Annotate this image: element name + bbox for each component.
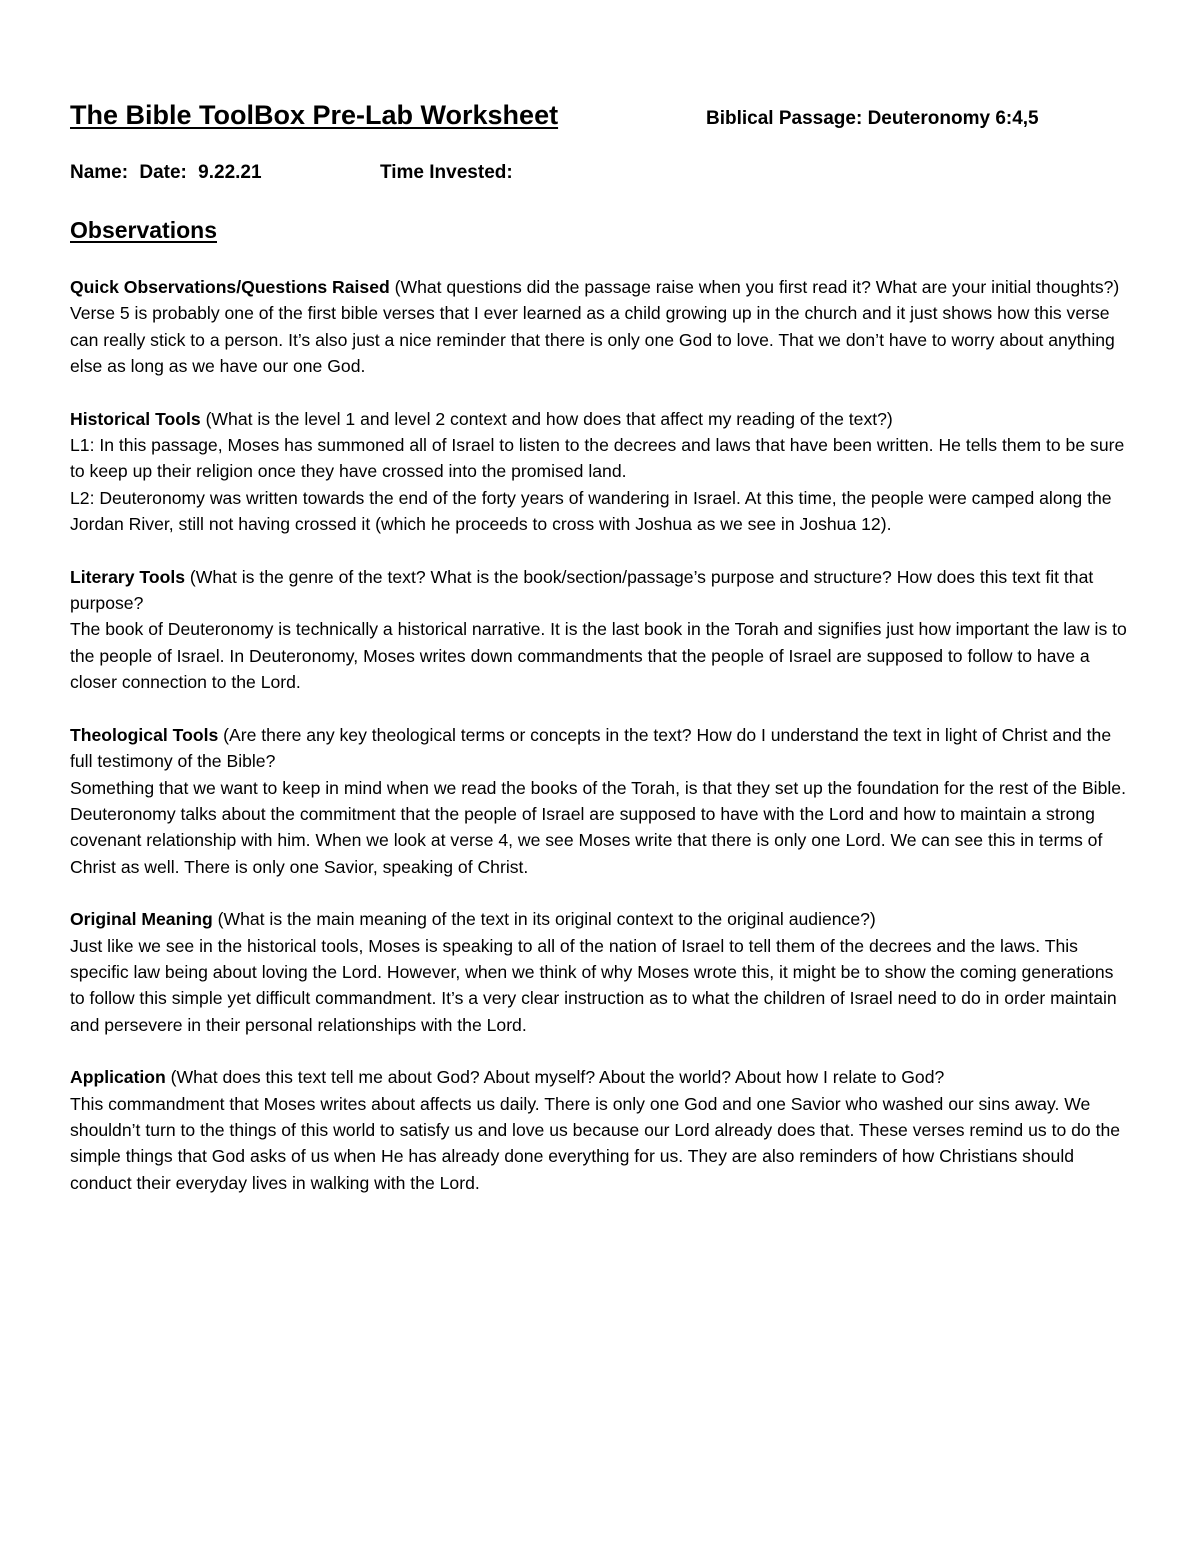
section-prompt: (What is the genre of the text? What is the book/section/passage’s purpose and structure? How does this text fit that purpose?: [70, 566, 1094, 614]
section-answer: Verse 5 is probably one of the first bible verses that I ever learned as a child growing up in the church and it just shows how this verse can really stick to a person. It’s also just a nice reminder that there is only one God to love. That we don’t have to worry about anything else as long as we have our one God.: [70, 303, 1115, 377]
section-prompt: (Are there any key theological terms or concepts in the text? How do I understand the text in light of Christ and the full testimony of the Bible?: [70, 724, 1112, 772]
section-historical-tools: [70, 406, 1130, 538]
section-label: Literary Tools: [70, 566, 186, 587]
section-question: [70, 406, 1130, 432]
date-label: Date:: [139, 162, 187, 183]
section-application: [70, 1064, 1130, 1196]
name-label: Name:: [70, 162, 129, 183]
section-answer: Just like we see in the historical tools, Moses is speaking to all of the nation of Israel to tell them of the decrees and the laws. This specific law being about loving the Lord. However, when we think of why Moses wrote this, it might be to show the coming generations to follow this simple yet difficult commandment. It’s a very clear instruction as to what the children of Israel need to do in order maintain and persevere in their personal relationships with the Lord.: [70, 935, 1117, 1035]
section-prompt: (What does this text tell me about God? About myself? About the world? About how I relate to God?: [165, 1067, 945, 1088]
section-answer: This commandment that Moses writes about affects us daily. There is only one God and one Savior who washed our sins away. We shouldn’t turn to the things of this world to satisfy us and love us because our Lord already does that. These verses remind us to do the simple things that God asks of us when He has already done everything for us. They are also reminders of how Christians should conduct their everyday lives in walking with the Lord.: [70, 1093, 1121, 1193]
section-prompt: (What questions did the passage raise when you first read it? What are your initial thoughts?): [389, 277, 1120, 297]
section-literary-tools: [70, 564, 1130, 696]
section-question: [70, 1064, 1130, 1090]
section-question: [70, 564, 1130, 617]
header-row: [70, 100, 1130, 146]
name-date-group: [70, 162, 380, 184]
worksheet-title: The Bible ToolBox Pre-Lab Worksheet: [70, 100, 559, 130]
date-value: 9.22.21: [198, 162, 262, 183]
section-answer: Something that we want to keep in mind when we read the books of the Torah, is that they set up the foundation for the rest of the Bible. Deuteronomy talks about the commitment that the people of Israel are supposed to have with the Lord and how to maintain a strong covenant relationship with him. When we look at verse 4, we see Moses write that there is only one Lord. We can see this in terms of Christ as well. There is only one Savior, speaking of Christ.: [70, 777, 1126, 877]
section-label: Quick Observations/Questions Raised: [70, 277, 390, 297]
section-original-meaning: [70, 906, 1130, 1038]
meta-row: [70, 162, 1130, 184]
section-question: [70, 906, 1130, 932]
section-label: Historical Tools: [70, 408, 201, 429]
section-label: Original Meaning: [70, 909, 213, 930]
section-answer-level-2: L2: Deuteronomy was written towards the end of the forty years of wandering in Israel. At this time, the people were camped along the Jordan River, still not having crossed it (which he proceeds to cross with Joshua as we see in Joshua 12).: [70, 487, 1112, 535]
section-label: Theological Tools: [70, 724, 219, 745]
worksheet-page: [70, 100, 1130, 1196]
section-label: Application: [70, 1067, 166, 1088]
section-quick-observations: [70, 274, 1130, 380]
section-answer: The book of Deuteronomy is technically a historical narrative. It is the last book in the Torah and signifies just how important the law is to the people of Israel. In Deuteronomy, Moses writes down commandments that the people of Israel are supposed to follow to have a closer connection to the Lord.: [70, 619, 1127, 693]
section-question: [70, 274, 1130, 300]
section-prompt: (What is the main meaning of the text in its original context to the original audience?): [212, 909, 876, 930]
section-question: [70, 722, 1130, 775]
observations-heading: Observations: [70, 217, 217, 243]
time-invested-label: Time Invested:: [380, 162, 513, 183]
section-prompt: (What is the level 1 and level 2 context and how does that affect my reading of the text?): [200, 408, 893, 429]
section-theological-tools: [70, 722, 1130, 880]
biblical-passage: Biblical Passage: Deuteronomy 6:4,5: [706, 108, 1039, 129]
section-answer-level-1: L1: In this passage, Moses has summoned all of Israel to listen to the decrees and laws that have been written. He tells them to be sure to keep up their religion once they have crossed into the promised land.: [70, 435, 1125, 482]
